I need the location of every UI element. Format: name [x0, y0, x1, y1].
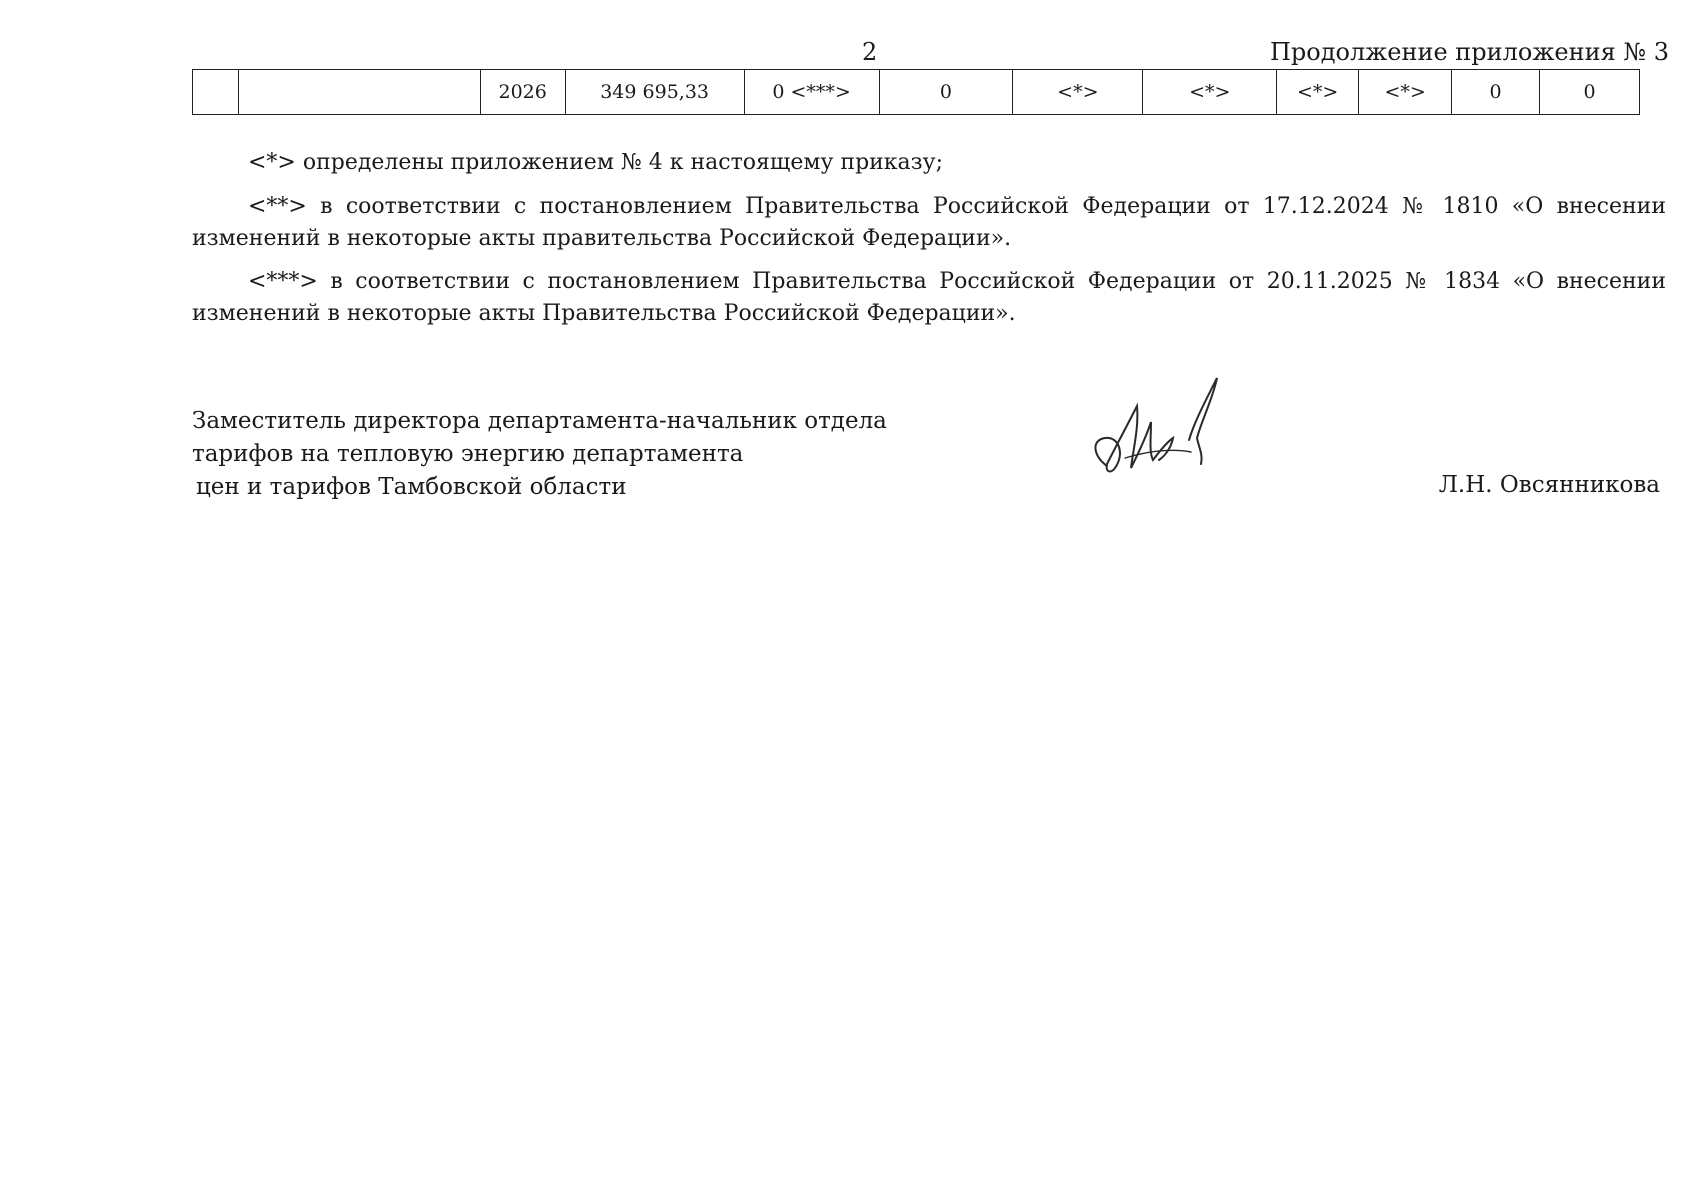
table-cell — [238, 70, 480, 115]
table-cell: 0 <***> — [744, 70, 879, 115]
table-cell: <*> — [1013, 70, 1143, 115]
table-cell: <*> — [1359, 70, 1452, 115]
table-cell: <*> — [1143, 70, 1277, 115]
signatory-name: Л.Н. Овсянникова — [1438, 472, 1660, 498]
table-cell — [193, 70, 239, 115]
footnote-2: <**> в соответствии с постановлением Правительства Российской Федерации от 17.12.2024 № 1810 «О внесении изменений в некоторые акты правительства Российской Федерации». — [192, 194, 1666, 251]
table-row — [193, 70, 1640, 115]
position-line: цен и тарифов Тамбовской области — [196, 474, 627, 500]
table-cell-year: 2026 — [480, 70, 565, 115]
table-cell: 0 — [1540, 70, 1640, 115]
page-number: 2 — [862, 38, 878, 66]
table-cell-amount: 349 695,33 — [565, 70, 744, 115]
position-line: тарифов на тепловую энергию департамента — [192, 441, 744, 467]
table-cell: 0 — [879, 70, 1013, 115]
data-table — [192, 69, 1640, 115]
footnote-1: <*> определены приложением № 4 к настоящему приказу; — [248, 150, 944, 175]
position-line: Заместитель директора департамента-начальник отдела — [192, 408, 887, 434]
continuation-label: Продолжение приложения № 3 — [1269, 38, 1669, 66]
footnote-3: <***> в соответствии с постановлением Правительства Российской Федерации от 20.11.2025 № 1834 «О внесении изменений в некоторые акты Правительства Российской Федерации». — [192, 269, 1666, 326]
signatory-position — [192, 405, 887, 504]
table-cell: <*> — [1277, 70, 1359, 115]
table-cell: 0 — [1452, 70, 1540, 115]
handwritten-signature — [1085, 368, 1235, 488]
